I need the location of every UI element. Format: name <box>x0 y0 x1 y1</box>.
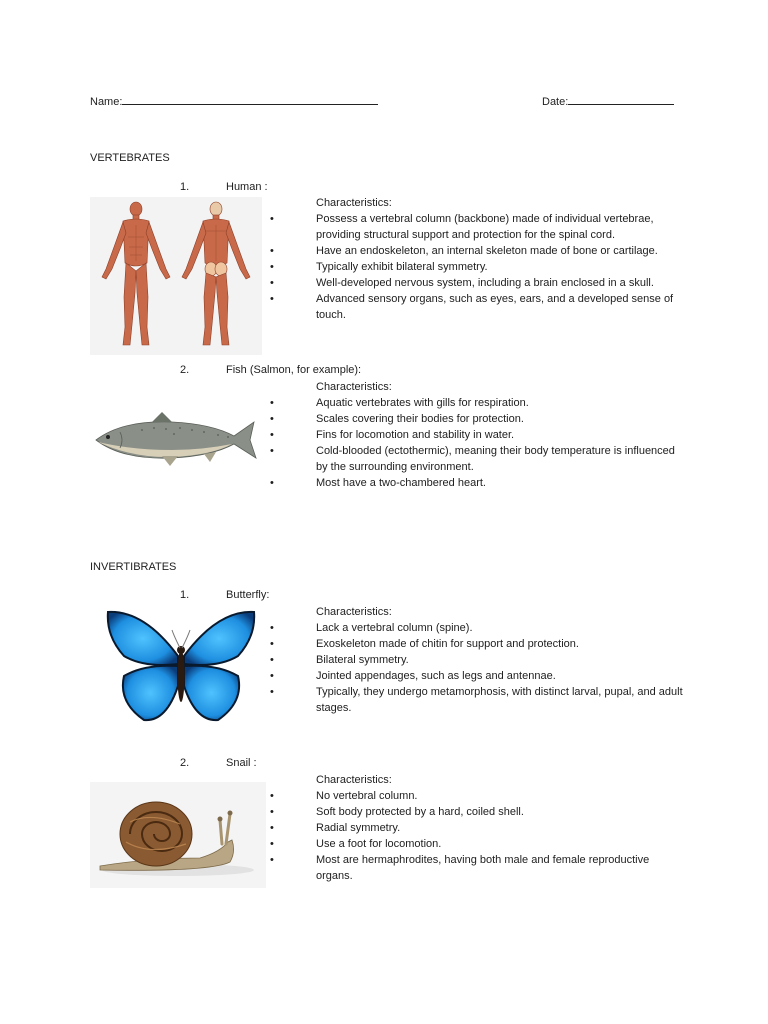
characteristics-label: Characteristics: <box>316 606 392 618</box>
list-item: Scales covering their bodies for protection. <box>316 413 524 425</box>
entry-number: 1. <box>180 181 190 193</box>
bullet: • <box>270 213 274 225</box>
list-item: Aquatic vertebrates with gills for respiration. <box>316 397 529 409</box>
date-blank-line[interactable] <box>568 94 674 105</box>
bullet: • <box>270 445 274 457</box>
bullet: • <box>270 277 274 289</box>
entry-number: 2. <box>180 364 190 376</box>
name-label: Name: <box>90 96 123 108</box>
entry-name-human: Human : <box>226 181 268 193</box>
date-field <box>542 94 674 108</box>
bullet: • <box>270 397 274 409</box>
bullet: • <box>270 838 274 850</box>
list-item: Lack a vertebral column (spine). <box>316 622 473 634</box>
section-title-invertebrates: INVERTIBRATES <box>90 561 177 573</box>
list-item: Well-developed nervous system, including a brain enclosed in a skull. <box>316 277 654 289</box>
date-label: Date: <box>542 96 569 108</box>
name-field <box>90 94 378 108</box>
list-item: Use a foot for locomotion. <box>316 838 442 850</box>
human-muscle-anatomy-image <box>90 197 262 355</box>
entry-name-fish: Fish (Salmon, for example): <box>226 364 362 376</box>
bullet: • <box>270 790 274 802</box>
bullet: • <box>270 429 274 441</box>
entry-number: 2. <box>180 757 190 769</box>
salmon-image <box>92 410 260 468</box>
characteristics-label: Characteristics: <box>316 774 392 786</box>
characteristics-label: Characteristics: <box>316 197 392 209</box>
list-item: Jointed appendages, such as legs and antennae. <box>316 670 556 682</box>
bullet: • <box>270 638 274 650</box>
list-item: No vertebral column. <box>316 790 418 802</box>
list-item: Exoskeleton made of chitin for support and protection. <box>316 638 579 650</box>
list-item: Most have a two-chambered heart. <box>316 477 486 489</box>
bullet: • <box>270 806 274 818</box>
list-item: Advanced sensory organs, such as eyes, ears, and a developed sense of touch. <box>316 293 674 321</box>
bullet: • <box>270 670 274 682</box>
entry-number: 1. <box>180 589 190 601</box>
bullet: • <box>270 622 274 634</box>
bullet: • <box>270 261 274 273</box>
list-item: Possess a vertebral column (backbone) made of individual vertebrae, providing structural support and protection for the spinal cord. <box>316 213 654 241</box>
bullet: • <box>270 477 274 489</box>
bullet: • <box>270 654 274 666</box>
blue-butterfly-image <box>104 606 258 724</box>
list-item: Typically exhibit bilateral symmetry. <box>316 261 488 273</box>
list-item: Most are hermaphrodites, having both male and female reproductive organs. <box>316 854 650 882</box>
section-title-vertebrates: VERTEBRATES <box>90 152 170 164</box>
list-item: Typically, they undergo metamorphosis, with distinct larval, pupal, and adult stages. <box>316 686 683 714</box>
entry-name-butterfly: Butterfly: <box>226 589 270 601</box>
characteristics-label: Characteristics: <box>316 381 392 393</box>
bullet: • <box>270 686 274 698</box>
snail-image <box>90 782 266 888</box>
list-item: Soft body protected by a hard, coiled shell. <box>316 806 524 818</box>
bullet: • <box>270 413 274 425</box>
bullet: • <box>270 854 274 866</box>
list-item: Bilateral symmetry. <box>316 654 409 666</box>
list-item: Cold-blooded (ectothermic), meaning their body temperature is influenced by the surrounding environment. <box>316 445 675 473</box>
bullet: • <box>270 293 274 305</box>
entry-name-snail: Snail : <box>226 757 257 769</box>
list-item: Radial symmetry. <box>316 822 401 834</box>
bullet: • <box>270 822 274 834</box>
list-item: Fins for locomotion and stability in water. <box>316 429 515 441</box>
list-item: Have an endoskeleton, an internal skeleton made of bone or cartilage. <box>316 245 658 257</box>
name-blank-line[interactable] <box>122 94 378 105</box>
bullet: • <box>270 245 274 257</box>
